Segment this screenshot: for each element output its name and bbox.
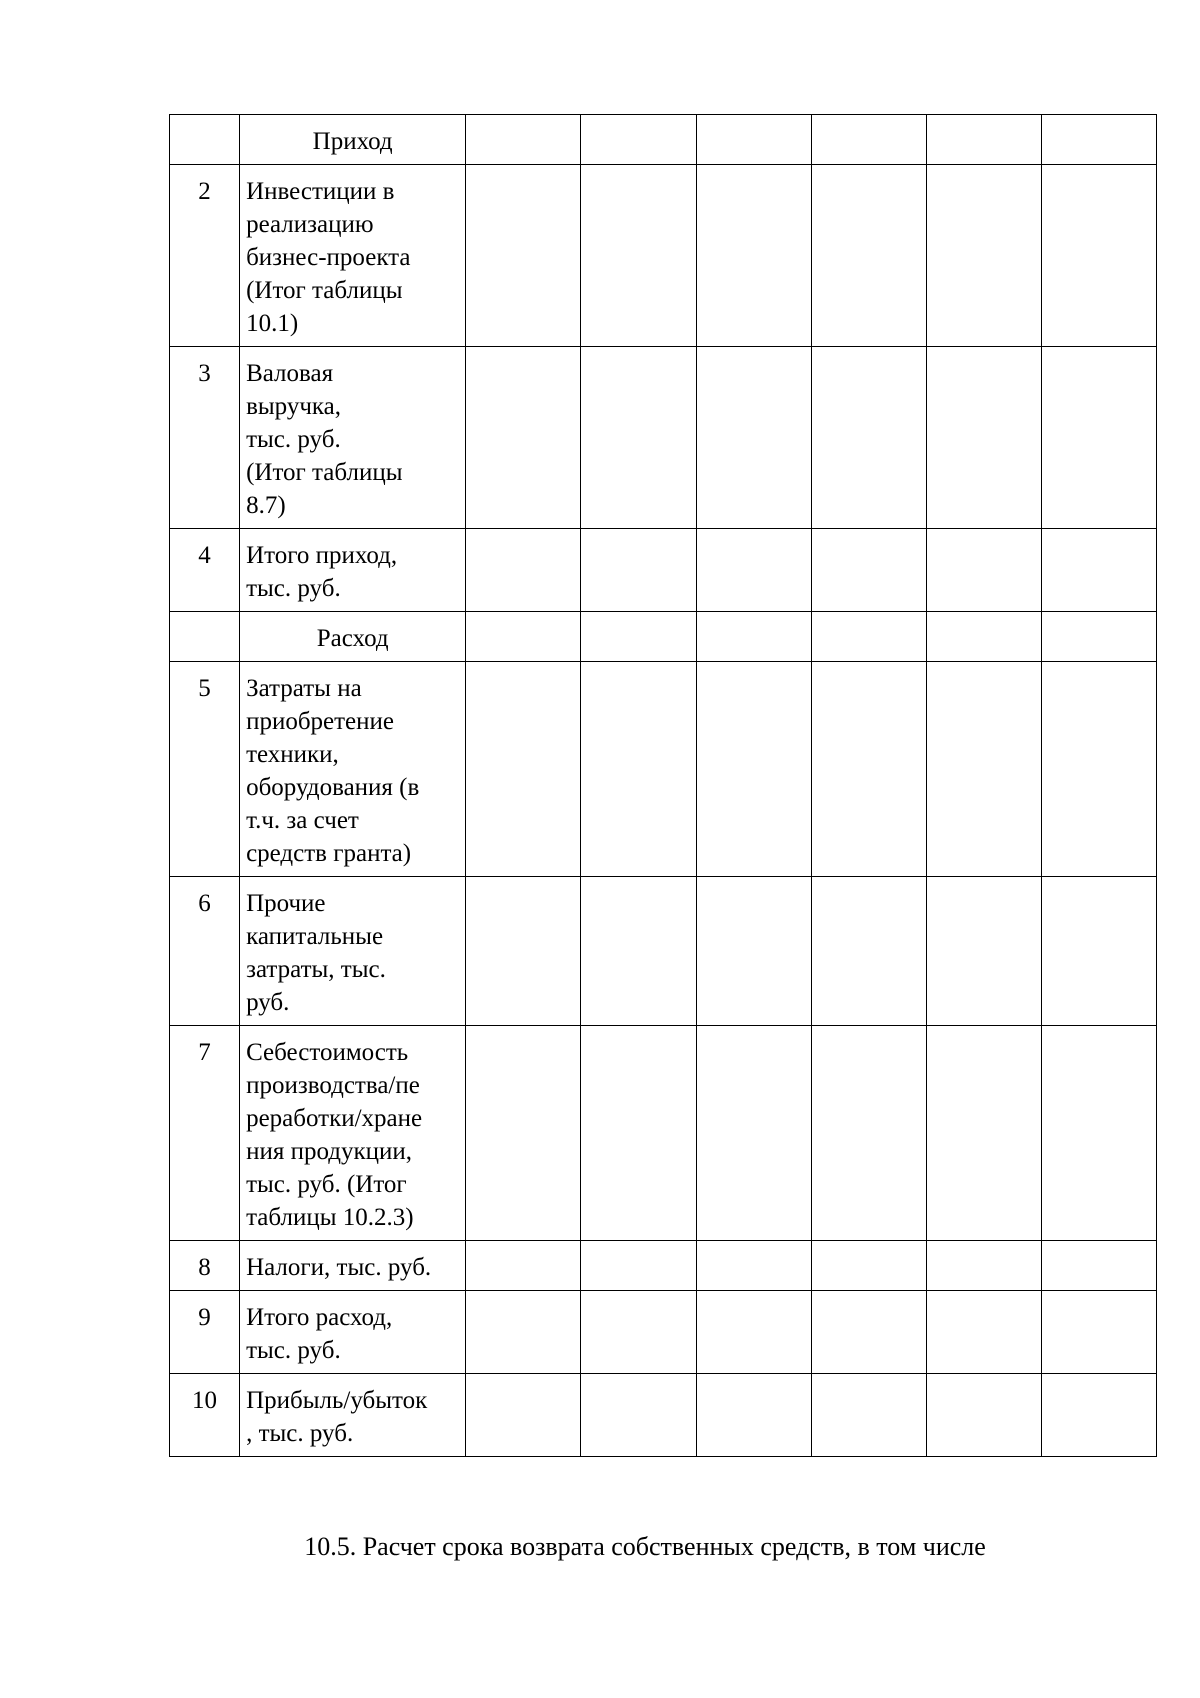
value-cell: [1041, 662, 1156, 877]
value-cell: [1041, 115, 1156, 165]
value-cell: [811, 347, 926, 529]
value-cell: [926, 347, 1041, 529]
value-cell: [696, 115, 811, 165]
value-cell: [926, 1026, 1041, 1241]
value-cell: [811, 1241, 926, 1291]
value-cell: [466, 1374, 581, 1457]
row-label: Прибыль/убыток , тыс. руб.: [240, 1374, 466, 1457]
row-number: [170, 612, 240, 662]
value-cell: [466, 347, 581, 529]
value-cell: [466, 1026, 581, 1241]
value-cell: [1041, 347, 1156, 529]
value-cell: [466, 165, 581, 347]
value-cell: [811, 662, 926, 877]
row-label: Валовая выручка, тыс. руб. (Итог таблицы 8.7): [240, 347, 466, 529]
row-number: 8: [170, 1241, 240, 1291]
value-cell: [811, 1026, 926, 1241]
value-cell: [811, 165, 926, 347]
value-cell: [1041, 1291, 1156, 1374]
table-row: [170, 347, 1157, 529]
value-cell: [466, 115, 581, 165]
value-cell: [581, 612, 696, 662]
row-number: 10: [170, 1374, 240, 1457]
row-label: Инвестиции в реализацию бизнес-проекта (Итог таблицы 10.1): [240, 165, 466, 347]
value-cell: [466, 662, 581, 877]
row-label: Итого расход, тыс. руб.: [240, 1291, 466, 1374]
value-cell: [926, 1374, 1041, 1457]
value-cell: [811, 529, 926, 612]
row-label: Налоги, тыс. руб.: [240, 1241, 466, 1291]
section-row: [170, 612, 1157, 662]
value-cell: [926, 662, 1041, 877]
value-cell: [466, 1241, 581, 1291]
value-cell: [581, 165, 696, 347]
value-cell: [466, 877, 581, 1026]
value-cell: [926, 612, 1041, 662]
table-body: [170, 115, 1157, 1457]
row-number: 9: [170, 1291, 240, 1374]
value-cell: [926, 529, 1041, 612]
value-cell: [696, 1291, 811, 1374]
value-cell: [466, 529, 581, 612]
value-cell: [1041, 612, 1156, 662]
value-cell: [581, 529, 696, 612]
row-number: 6: [170, 877, 240, 1026]
value-cell: [1041, 529, 1156, 612]
table-row: [170, 529, 1157, 612]
value-cell: [926, 115, 1041, 165]
table-row: [170, 662, 1157, 877]
section-caption: 10.5. Расчет срока возврата собственных средств, в том числе: [304, 1532, 986, 1561]
value-cell: [581, 115, 696, 165]
row-number: [170, 115, 240, 165]
section-row: [170, 115, 1157, 165]
row-label: Затраты на приобретение техники, оборудования (в т.ч. за счет средств гранта): [240, 662, 466, 877]
row-label: Прочие капитальные затраты, тыс. руб.: [240, 877, 466, 1026]
value-cell: [926, 1291, 1041, 1374]
value-cell: [811, 612, 926, 662]
value-cell: [696, 529, 811, 612]
value-cell: [926, 165, 1041, 347]
cash-flow-table: [169, 114, 1157, 1457]
value-cell: [811, 877, 926, 1026]
row-label: Итого приход, тыс. руб.: [240, 529, 466, 612]
row-number: 3: [170, 347, 240, 529]
value-cell: [696, 662, 811, 877]
value-cell: [926, 877, 1041, 1026]
value-cell: [466, 612, 581, 662]
table-row: [170, 1291, 1157, 1374]
value-cell: [696, 1026, 811, 1241]
value-cell: [696, 165, 811, 347]
value-cell: [1041, 877, 1156, 1026]
row-label: Себестоимость производства/пе реработки/хране ния продукции, тыс. руб. (Итог таблицы 10.2.3): [240, 1026, 466, 1241]
value-cell: [811, 115, 926, 165]
section-heading: Приход: [240, 115, 466, 165]
value-cell: [696, 347, 811, 529]
row-number: 5: [170, 662, 240, 877]
value-cell: [581, 662, 696, 877]
value-cell: [1041, 165, 1156, 347]
value-cell: [696, 877, 811, 1026]
table-row: [170, 1374, 1157, 1457]
value-cell: [581, 1026, 696, 1241]
value-cell: [581, 347, 696, 529]
section-heading: Расход: [240, 612, 466, 662]
table-row: [170, 1241, 1157, 1291]
value-cell: [581, 1291, 696, 1374]
row-number: 7: [170, 1026, 240, 1241]
value-cell: [1041, 1026, 1156, 1241]
row-number: 2: [170, 165, 240, 347]
table-row: [170, 1026, 1157, 1241]
value-cell: [581, 877, 696, 1026]
table-row: [170, 165, 1157, 347]
value-cell: [1041, 1241, 1156, 1291]
value-cell: [811, 1291, 926, 1374]
value-cell: [466, 1291, 581, 1374]
value-cell: [696, 1374, 811, 1457]
row-number: 4: [170, 529, 240, 612]
value-cell: [696, 1241, 811, 1291]
value-cell: [926, 1241, 1041, 1291]
value-cell: [696, 612, 811, 662]
value-cell: [581, 1374, 696, 1457]
value-cell: [811, 1374, 926, 1457]
table-row: [170, 877, 1157, 1026]
value-cell: [1041, 1374, 1156, 1457]
value-cell: [581, 1241, 696, 1291]
